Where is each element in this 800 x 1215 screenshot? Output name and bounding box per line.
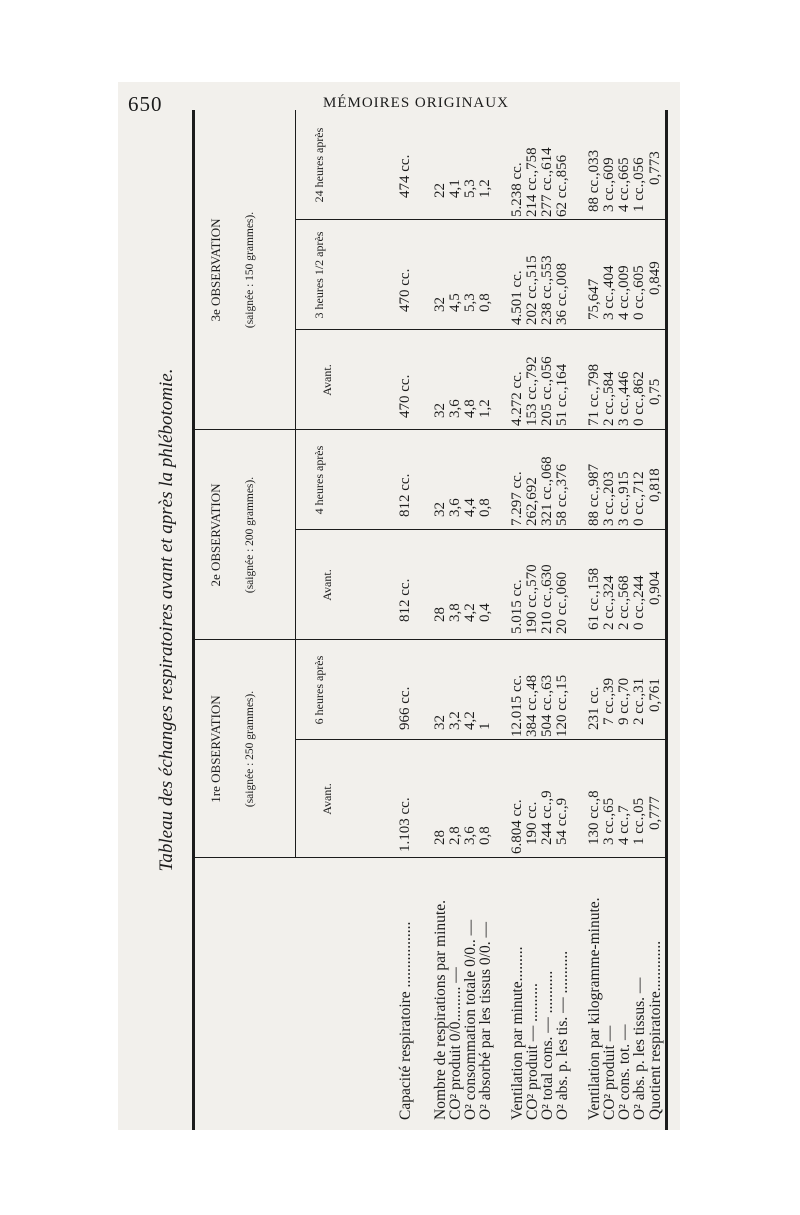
cell-value: 4 cc.,665: [616, 157, 632, 212]
cell-value: 0,8: [477, 498, 493, 517]
cell-value: 32: [432, 403, 448, 418]
cell-value: 3,2: [447, 711, 463, 730]
cell-value: 4,8: [462, 399, 478, 418]
cell-value: 3 cc.,404: [601, 265, 617, 320]
cell-value: 2 cc.,568: [616, 575, 632, 630]
cell-value: 202 cc.,515: [524, 255, 540, 325]
obs3-subtitle: (saignée : 150 grammes).: [244, 211, 256, 329]
cell-value: 9 cc.,70: [616, 677, 632, 725]
col-header-apres: 24 heures après: [312, 127, 326, 203]
rotated-table: [150, 110, 670, 1130]
cell-value: 28: [432, 830, 448, 845]
row-label-co2-pct: CO² produit 0/0......... —: [447, 967, 464, 1120]
cell-value: 4.272 cc.: [509, 371, 525, 426]
cell-value: 71 cc.,798: [586, 363, 602, 426]
cell-value: 277 cc.,614: [539, 147, 555, 217]
obs1-title: 1re OBSERVATION: [208, 695, 223, 803]
cell-value: 88 cc.,987: [586, 463, 602, 526]
cell-value: 12.015 cc.: [509, 674, 525, 737]
col-header-apres: 6 heures après: [312, 655, 326, 725]
cell-value: 4,1: [447, 179, 463, 198]
cell-value: 1,2: [477, 179, 493, 198]
cell-value: 58 cc.,376: [554, 463, 570, 526]
cell-value: 0 cc.,605: [631, 265, 647, 320]
col-header-apres: 3 heures 1/2 après: [312, 231, 326, 319]
cell-value: 7 cc.,39: [601, 677, 617, 725]
cell-capacite: 470 cc.: [397, 268, 413, 312]
row-label-o2-cons-pct: O² consommation totale 0/0.. —: [462, 919, 479, 1120]
cell-quotient: 0,777: [647, 796, 663, 830]
cell-value: 4,4: [462, 498, 478, 517]
cell-capacite: 474 cc.: [397, 154, 413, 198]
cell-quotient: 0,849: [647, 261, 663, 295]
label-column-divider: [195, 857, 665, 858]
cell-value: 20 cc.,060: [554, 571, 570, 634]
cell-value: 51 cc.,164: [554, 363, 570, 426]
cell-value: 1,2: [477, 399, 493, 418]
row-label-vent-kg: Ventilation par kilogramme-minute.: [586, 897, 603, 1120]
cell-value: 190 cc.,570: [524, 564, 540, 634]
obs-divider: [195, 429, 665, 430]
row-label-vent-o2-total: O² total cons. — ...........: [539, 970, 556, 1120]
cell-value: 384 cc.,48: [524, 674, 540, 737]
cell-value: 210 cc.,630: [539, 564, 555, 634]
table-caption: Tableau des échanges respiratoires avant et après la phlébotomie.: [156, 368, 177, 872]
cell-value: 3,6: [447, 498, 463, 517]
cell-value: 3 cc.,609: [601, 157, 617, 212]
row-label-vent-co2: CO² produit — ..........: [524, 983, 541, 1120]
cell-value: 504 cc.,63: [539, 674, 555, 737]
cell-value: 130 cc.,8: [586, 790, 602, 845]
cell-capacite: 470 cc.: [397, 374, 413, 418]
cell-value: 120 cc.,15: [554, 674, 570, 737]
row-label-kg-o2-abs: O² abs. p. les tissus. —: [631, 977, 648, 1120]
col-header-apres: 4 heures après: [312, 445, 326, 515]
col-divider: [295, 739, 665, 740]
running-title: MÉMOIRES ORIGINAUX: [323, 95, 509, 111]
cell-value: 0,4: [477, 603, 493, 622]
col-header-avant: Avant.: [320, 364, 334, 396]
row-label-nombre: Nombre de respirations par minute.: [432, 900, 449, 1120]
cell-value: 0 cc.,244: [631, 575, 647, 630]
cell-capacite: 812 cc.: [397, 473, 413, 517]
cell-value: 2 cc.,324: [601, 575, 617, 630]
cell-value: 0,8: [477, 826, 493, 845]
cell-value: 214 cc.,758: [524, 147, 540, 217]
obs2-title: 2e OBSERVATION: [208, 483, 223, 587]
cell-quotient: 0,904: [647, 571, 663, 605]
col-divider: [295, 529, 665, 530]
cell-value: 3,6: [462, 826, 478, 845]
obs1-subtitle: (saignée : 250 grammes).: [244, 690, 256, 808]
cell-value: 4.501 cc.: [509, 270, 525, 325]
cell-capacite: 812 cc.: [397, 578, 413, 622]
cell-capacite: 1.103 cc.: [397, 797, 413, 852]
cell-value: 4,2: [462, 603, 478, 622]
cell-value: 5.015 cc.: [509, 579, 525, 634]
cell-value: 36 cc.,008: [554, 262, 570, 325]
page-number: 650: [128, 92, 163, 116]
cell-value: 62 cc.,856: [554, 154, 570, 217]
cell-value: 2 cc.,31: [631, 677, 647, 725]
row-label-vent-o2-abs: O² abs. p. les tis. — ...........: [554, 950, 571, 1120]
cell-value: 32: [432, 502, 448, 517]
cell-value: 1 cc.,05: [631, 797, 647, 845]
cell-value: 3 cc.,65: [601, 797, 617, 845]
cell-value: 3 cc.,446: [616, 371, 632, 426]
cell-value: 4 cc.,009: [616, 265, 632, 320]
cell-value: 22: [432, 183, 448, 198]
header-divider: [295, 110, 296, 858]
cell-capacite: 966 cc.: [397, 686, 413, 730]
col-divider: [295, 219, 665, 220]
cell-value: 28: [432, 607, 448, 622]
row-label-o2-abs-pct: O² absorbé par les tissus 0/0. —: [477, 922, 494, 1120]
col-header-avant: Avant.: [320, 569, 334, 601]
cell-value: 1 cc.,056: [631, 157, 647, 212]
row-label-quotient: Quotient respiratoire.............: [647, 940, 664, 1120]
cell-value: 6.804 cc.: [509, 799, 525, 854]
cell-value: 2 cc.,584: [601, 371, 617, 426]
obs3-title: 3e OBSERVATION: [208, 218, 223, 322]
cell-value: 244 cc.,9: [539, 790, 555, 845]
cell-value: 3,6: [447, 399, 463, 418]
cell-value: 4 cc.,7: [616, 805, 632, 845]
cell-value: 0,8: [477, 293, 493, 312]
cell-value: 238 cc.,553: [539, 255, 555, 325]
row-label-capacite: Capacité respiratoire .................: [397, 921, 414, 1120]
col-header-avant: Avant.: [320, 783, 334, 815]
cell-value: 54 cc.,9: [554, 797, 570, 845]
cell-value: 231 cc.: [586, 686, 602, 730]
cell-value: 3,8: [447, 603, 463, 622]
row-label-kg-o2-cons: O² cons. tot. —: [616, 1024, 633, 1120]
cell-value: 7.297 cc.: [509, 471, 525, 526]
cell-quotient: 0,818: [647, 468, 663, 502]
row-label-ventilation: Ventilation par minute.........: [509, 946, 526, 1120]
cell-quotient: 0,773: [647, 151, 663, 185]
obs2-subtitle: (saignée : 200 grammes).: [244, 476, 256, 594]
cell-value: 153 cc.,792: [524, 356, 540, 426]
cell-value: 0 cc.,862: [631, 371, 647, 426]
cell-value: 321 cc.,068: [539, 456, 555, 526]
cell-value: 2,8: [447, 826, 463, 845]
table-top-rule: [192, 110, 195, 1130]
cell-value: 5,3: [462, 179, 478, 198]
cell-value: 5.238 cc.: [509, 162, 525, 217]
cell-value: 32: [432, 297, 448, 312]
row-label-kg-co2: CO² produit —: [601, 1025, 618, 1120]
cell-value: 3 cc.,915: [616, 471, 632, 526]
cell-value: 205 cc.,056: [539, 356, 555, 426]
cell-value: 1: [477, 722, 493, 730]
cell-value: 88 cc.,033: [586, 149, 602, 212]
cell-value: 32: [432, 715, 448, 730]
cell-value: 190 cc.: [524, 801, 540, 845]
cell-quotient: 0,761: [647, 678, 663, 712]
cell-value: 0 cc.,712: [631, 471, 647, 526]
cell-value: 4,2: [462, 711, 478, 730]
cell-value: 75,647: [586, 278, 602, 320]
table-bottom-rule: [665, 110, 668, 1130]
cell-value: 5,3: [462, 293, 478, 312]
cell-quotient: 0,75: [647, 378, 663, 405]
cell-value: 3 cc.,203: [601, 471, 617, 526]
cell-value: 61 cc.,158: [586, 567, 602, 630]
obs-divider: [195, 639, 665, 640]
cell-value: 4,5: [447, 293, 463, 312]
col-divider: [295, 329, 665, 330]
cell-value: 262,692: [524, 477, 540, 526]
